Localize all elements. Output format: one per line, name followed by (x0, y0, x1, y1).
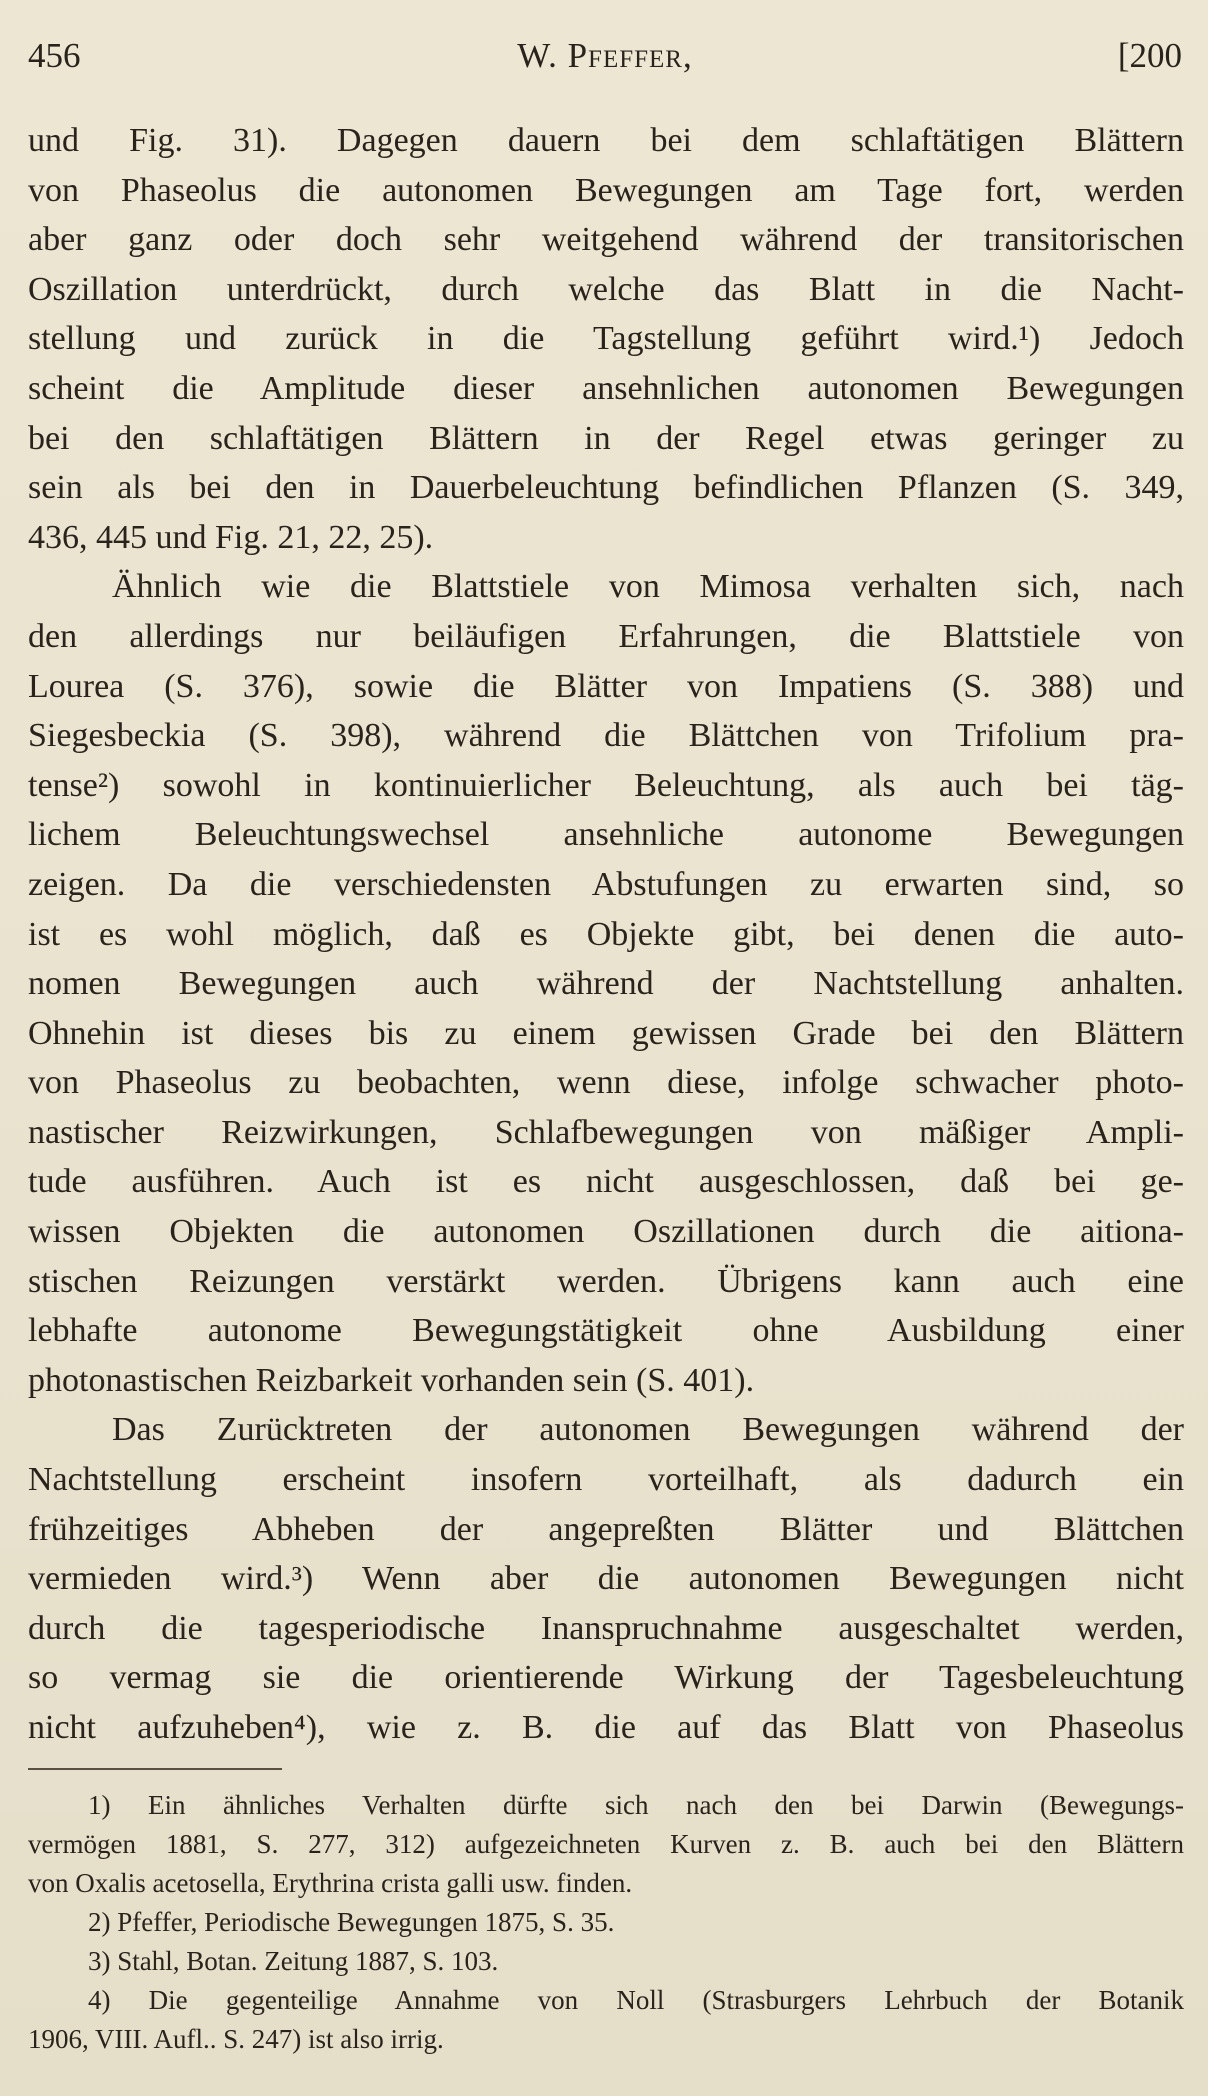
footnote-line: vermögen 1881, S. 277, 312) aufgezeichneten Kurven z. B. auch bei den Blättern (28, 1829, 1184, 1859)
footnote-line: 4) Die gegenteilige Annahme von Noll (Strasburgers Lehrbuch der Botanik (88, 1985, 1184, 2015)
text-line: nicht aufzuheben⁴), wie z. B. die auf das Blatt von Phaseolus (28, 1709, 1184, 1746)
text-line: sein als bei den in Dauerbeleuchtung befindlichen Pflanzen (S. 349, (28, 469, 1184, 507)
text-line: photonastischen Reizbarkeit vorhanden sein (S. 401). (28, 1361, 755, 1399)
text-line: lichem Beleuchtungswechsel ansehnliche autonome Bewegungen (28, 816, 1184, 854)
footnote-line: 3) Stahl, Botan. Zeitung 1887, S. 103. (88, 1946, 499, 1976)
text-line: tense²) sowohl in kontinuierlicher Beleuchtung, als auch bei täg- (28, 766, 1184, 804)
text-line: den allerdings nur beiläufigen Erfahrungen, die Blattstiele von (28, 617, 1184, 655)
text-line: Lourea (S. 376), sowie die Blätter von Impatiens (S. 388) und (28, 667, 1184, 705)
page-header (28, 32, 1182, 80)
text-line: von Phaseolus zu beobachten, wenn diese, infolge schwacher photo- (28, 1064, 1184, 1102)
paragraph-1 (28, 116, 1184, 562)
footnotes (28, 1786, 1184, 2059)
text-line: ist es wohl möglich, daß es Objekte gibt, bei denen die auto- (28, 915, 1184, 953)
text-line: tude ausführen. Auch ist es nicht ausgeschlossen, daß bei ge- (28, 1163, 1184, 1201)
text-line: lebhafte autonome Bewegungstätigkeit ohne Ausbildung einer (28, 1312, 1184, 1350)
text-line: aber ganz oder doch sehr weitgehend während der transitorischen (28, 221, 1184, 259)
footnote-4 (28, 1981, 1184, 2059)
footnote-1 (28, 1786, 1184, 1903)
footnote-divider (28, 1768, 282, 1770)
original-page-reference: [200 (1117, 36, 1182, 75)
footnote-line: 1) Ein ähnliches Verhalten dürfte sich nach den bei Darwin (Bewegungs- (88, 1790, 1184, 1820)
text-line: vermieden wird.³) Wenn aber die autonomen Bewegungen nicht (28, 1560, 1184, 1598)
text-line: Nachtstellung erscheint insofern vorteilhaft, als dadurch ein (28, 1461, 1184, 1499)
footnote-2 (28, 1903, 1184, 1942)
text-line: stischen Reizungen verstärkt werden. Übrigens kann auch eine (28, 1262, 1184, 1300)
text-line: von Phaseolus die autonomen Bewegungen am Tage fort, werden (28, 171, 1184, 209)
footnote-3 (28, 1942, 1184, 1981)
text-line: zeigen. Da die verschiedensten Abstufungen zu erwarten sind, so (28, 865, 1184, 903)
text-line: durch die tagesperiodische Inanspruchnahme ausgeschaltet werden, (28, 1609, 1184, 1647)
text-line: 436, 445 und Fig. 21, 22, 25). (28, 518, 434, 556)
running-head-author: W. Pfeffer, (517, 36, 693, 75)
text-line: und Fig. 31). Dagegen dauern bei dem schlaftätigen Blättern (28, 122, 1184, 159)
text-line: nomen Bewegungen auch während der Nachtstellung anhalten. (28, 965, 1184, 1003)
paragraph-3 (28, 1405, 1184, 1752)
text-line: bei den schlaftätigen Blättern in der Regel etwas geringer zu (28, 419, 1184, 457)
text-line: so vermag sie die orientierende Wirkung der Tagesbeleuchtung (28, 1659, 1184, 1697)
footnote-line: 2) Pfeffer, Periodische Bewegungen 1875, S. 35. (88, 1907, 615, 1937)
text-line: Ähnlich wie die Blattstiele von Mimosa verhalten sich, nach (112, 568, 1184, 606)
paragraph-2 (28, 562, 1184, 1405)
text-line: Das Zurücktreten der autonomen Bewegungen während der (112, 1411, 1184, 1449)
footnote-line: von Oxalis acetosella, Erythrina crista galli usw. finden. (28, 1868, 633, 1898)
text-line: Ohnehin ist dieses bis zu einem gewissen Grade bei den Blättern (28, 1014, 1184, 1052)
text-line: frühzeitiges Abheben der angepreßten Blätter und Blättchen (28, 1510, 1184, 1548)
text-line: nastischer Reizwirkungen, Schlafbewegungen von mäßiger Ampli- (28, 1113, 1184, 1151)
main-text (28, 116, 1184, 1753)
page-number: 456 (28, 36, 81, 75)
text-line: Oszillation unterdrückt, durch welche das Blatt in die Nacht- (28, 270, 1184, 308)
text-line: wissen Objekten die autonomen Oszillationen durch die aitiona- (28, 1213, 1184, 1251)
text-line: scheint die Amplitude dieser ansehnlichen autonomen Bewegungen (28, 369, 1184, 407)
footnote-line: 1906, VIII. Aufl.. S. 247) ist also irrig. (28, 2024, 444, 2054)
text-line: Siegesbeckia (S. 398), während die Blättchen von Trifolium pra- (28, 717, 1184, 755)
text-line: stellung und zurück in die Tagstellung geführt wird.¹) Jedoch (28, 320, 1184, 358)
